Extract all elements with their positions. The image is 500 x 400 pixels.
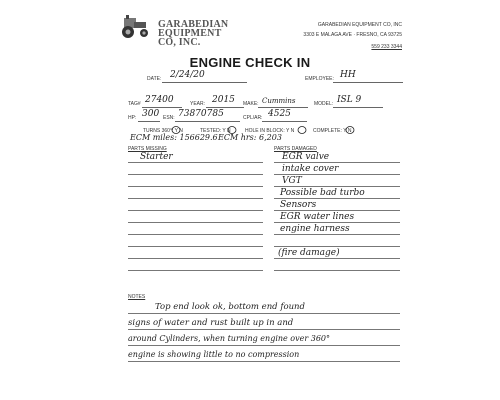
notes-line-3 [128, 345, 400, 346]
cpl-label: CPL/AR: [243, 115, 263, 121]
missing-line-6 [128, 222, 263, 223]
company-name: GARABEDIAN EQUIPMENT CO, INC [317, 22, 402, 28]
tag-value: 27400 [145, 95, 174, 105]
damaged-line-9 [274, 258, 400, 259]
notes-line-1 [128, 313, 400, 314]
form-title: ENGINE CHECK IN [189, 55, 311, 70]
complete-y-circle [346, 127, 354, 134]
date-value: 2/24/20 [170, 70, 205, 80]
notes-label: NOTES [128, 294, 146, 300]
hole-n-circle [298, 127, 306, 134]
missing-line-2 [128, 174, 263, 175]
missing-line-4 [128, 198, 263, 199]
complete-label: COMPLETE: Y N [313, 128, 352, 134]
hole-in-block-label: HOLE IN BLOCK: Y N [245, 128, 295, 134]
notes-line-4 [128, 361, 400, 362]
tested-label: TESTED: Y N [200, 128, 231, 134]
parts-damaged-item: intake cover [282, 164, 339, 174]
company-address: 3303 E MALAGA AVE · FRESNO, CA 93725 [303, 32, 402, 38]
damaged-line-10 [274, 270, 400, 271]
esn-label: ESN: [163, 115, 175, 121]
missing-line-9 [128, 258, 263, 259]
damaged-line-6 [274, 222, 400, 223]
note-line: signs of water and rust built up in and [128, 318, 294, 328]
parts-damaged-item: (fire damage) [278, 248, 340, 258]
parts-damaged-item: Possible bad turbo [280, 188, 365, 198]
ecm-hours: ECM hrs: 6,203 [218, 133, 282, 142]
logo-text-line2: EQUIPMENT CO, INC. [158, 28, 222, 48]
note-line: around Cylinders, when turning engine over 360° [128, 334, 331, 343]
damaged-line-1 [274, 162, 400, 163]
damaged-line-5 [274, 210, 400, 211]
note-line: Top end look ok, bottom end found [155, 302, 305, 312]
make-label: MAKE: [243, 101, 259, 107]
logo-text-line1: GARABEDIAN [158, 19, 229, 30]
missing-line-7 [128, 234, 263, 235]
damaged-line-4 [274, 198, 400, 199]
make-value: Cummins [262, 97, 296, 105]
missing-line-3 [128, 186, 263, 187]
model-value: ISL 9 [337, 95, 362, 105]
hp-value: 300 [142, 109, 160, 119]
parts-damaged-item: Sensors [280, 200, 317, 210]
hp-label: HP: [128, 115, 137, 121]
cpl-value: 4525 [268, 109, 291, 119]
employee-value: HH [340, 70, 356, 80]
parts-missing-item: Starter [140, 152, 173, 162]
parts-missing-label: PARTS MISSING [128, 146, 167, 152]
damaged-line-3 [274, 186, 400, 187]
parts-damaged-item: VGT [282, 176, 302, 186]
date-label: DATE: [147, 76, 162, 82]
year-value: 2015 [212, 95, 235, 105]
turns-360-label: TURNS 360°: Y N [143, 128, 183, 134]
missing-line-10 [128, 270, 263, 271]
parts-damaged-item: EGR valve [282, 152, 330, 162]
damaged-line-2 [274, 174, 400, 175]
parts-damaged-item: engine harness [280, 224, 350, 234]
tag-label: TAG# [128, 101, 141, 107]
missing-line-8 [128, 246, 263, 247]
parts-damaged-label: PARTS DAMAGED [274, 146, 317, 152]
damaged-line-8 [274, 246, 400, 247]
company-phone: 559 233 3344 [371, 44, 402, 50]
notes-line-2 [128, 329, 400, 330]
damaged-line-7 [274, 234, 400, 235]
note-line: engine is showing little to no compression [128, 350, 300, 359]
year-label: YEAR: [190, 101, 206, 107]
employee-label: EMPLOYEE: [305, 76, 334, 82]
parts-damaged-item: EGR water lines [280, 212, 355, 222]
missing-line-1 [128, 162, 263, 163]
ecm-miles: ECM miles: 156629.6 [130, 133, 218, 142]
esn-value: 73870785 [178, 109, 224, 119]
missing-line-5 [128, 210, 263, 211]
model-label: MODEL: [314, 101, 334, 107]
